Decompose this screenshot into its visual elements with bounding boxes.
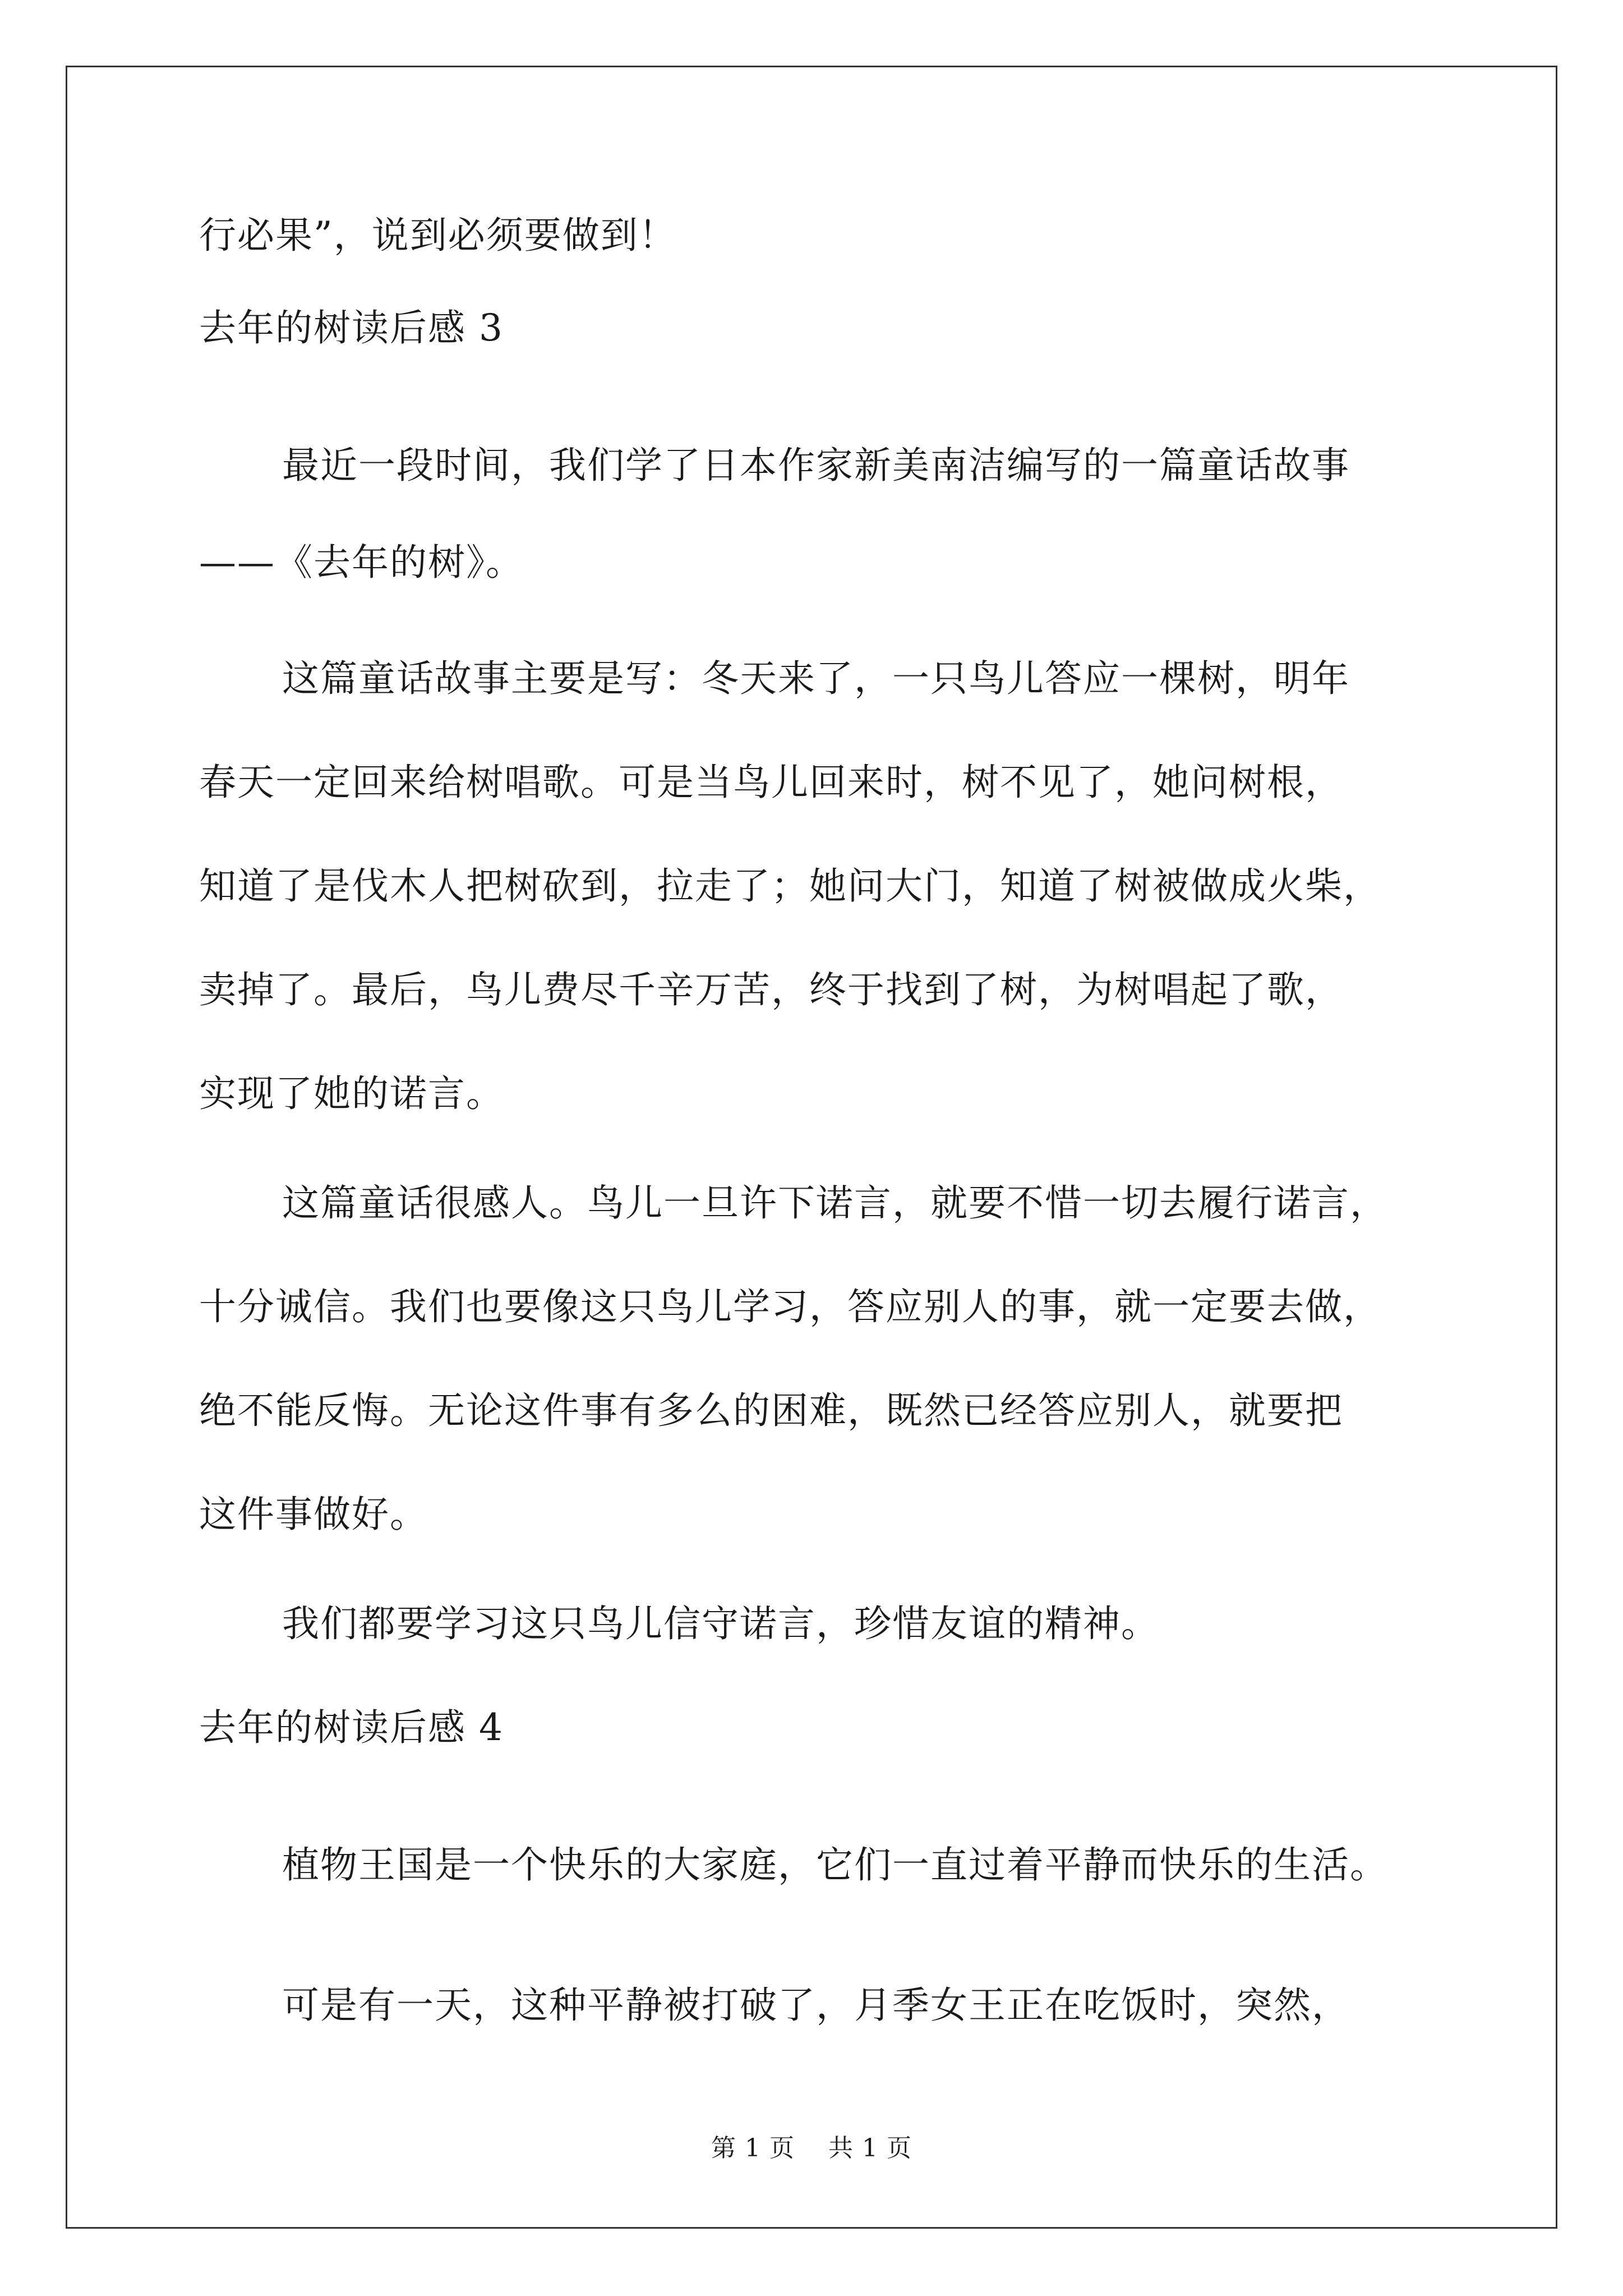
text-line: 这件事做好。 — [199, 1493, 428, 1536]
text-line: ——《去年的树》。 — [199, 541, 524, 584]
section-heading: 去年的树读后感 3 — [199, 306, 504, 349]
text-line: 我们都要学习这只鸟儿信守诺言，珍惜友谊的精神。 — [282, 1602, 1159, 1645]
page-number-total: 共 1 页 — [828, 2134, 912, 2162]
text-line: 十分诚信。我们也要像这只鸟儿学习，答应别人的事，就一定要去做， — [199, 1285, 1381, 1328]
page-frame — [66, 66, 1557, 2229]
section-heading: 去年的树读后感 4 — [199, 1706, 504, 1749]
text-line: 知道了是伐木人把树砍到，拉走了；她问大门，知道了树被做成火柴， — [199, 864, 1381, 908]
text-line: 实现了她的诺言。 — [199, 1072, 504, 1115]
text-line: 这篇童话很感人。鸟儿一旦许下诺言，就要不惜一切去履行诺言， — [282, 1181, 1388, 1225]
text-line: 卖掉了。最后，鸟儿费尽千辛万苦，终于找到了树，为树唱起了歌， — [199, 968, 1343, 1011]
text-line: 可是有一天，这种平静被打破了，月季女王正在吃饭时，突然， — [282, 1984, 1350, 2027]
text-line: 行必果”，说到必须要做到！ — [199, 214, 677, 257]
page-number-current: 第 1 页 — [711, 2134, 795, 2162]
text-line: 绝不能反悔。无论这件事有多么的困难，既然已经答应别人，就要把 — [199, 1389, 1343, 1432]
text-line: 春天一定回来给树唱歌。可是当鸟儿回来时，树不见了，她问树根， — [199, 761, 1343, 804]
text-line: 植物王国是一个快乐的大家庭，它们一直过着平静而快乐的生活。 — [282, 1843, 1388, 1887]
text-line: 最近一段时间，我们学了日本作家新美南洁编写的一篇童话故事 — [282, 444, 1350, 487]
text-line: 这篇童话故事主要是写：冬天来了，一只鸟儿答应一棵树，明年 — [282, 657, 1350, 700]
page-footer — [0, 2132, 1623, 2165]
